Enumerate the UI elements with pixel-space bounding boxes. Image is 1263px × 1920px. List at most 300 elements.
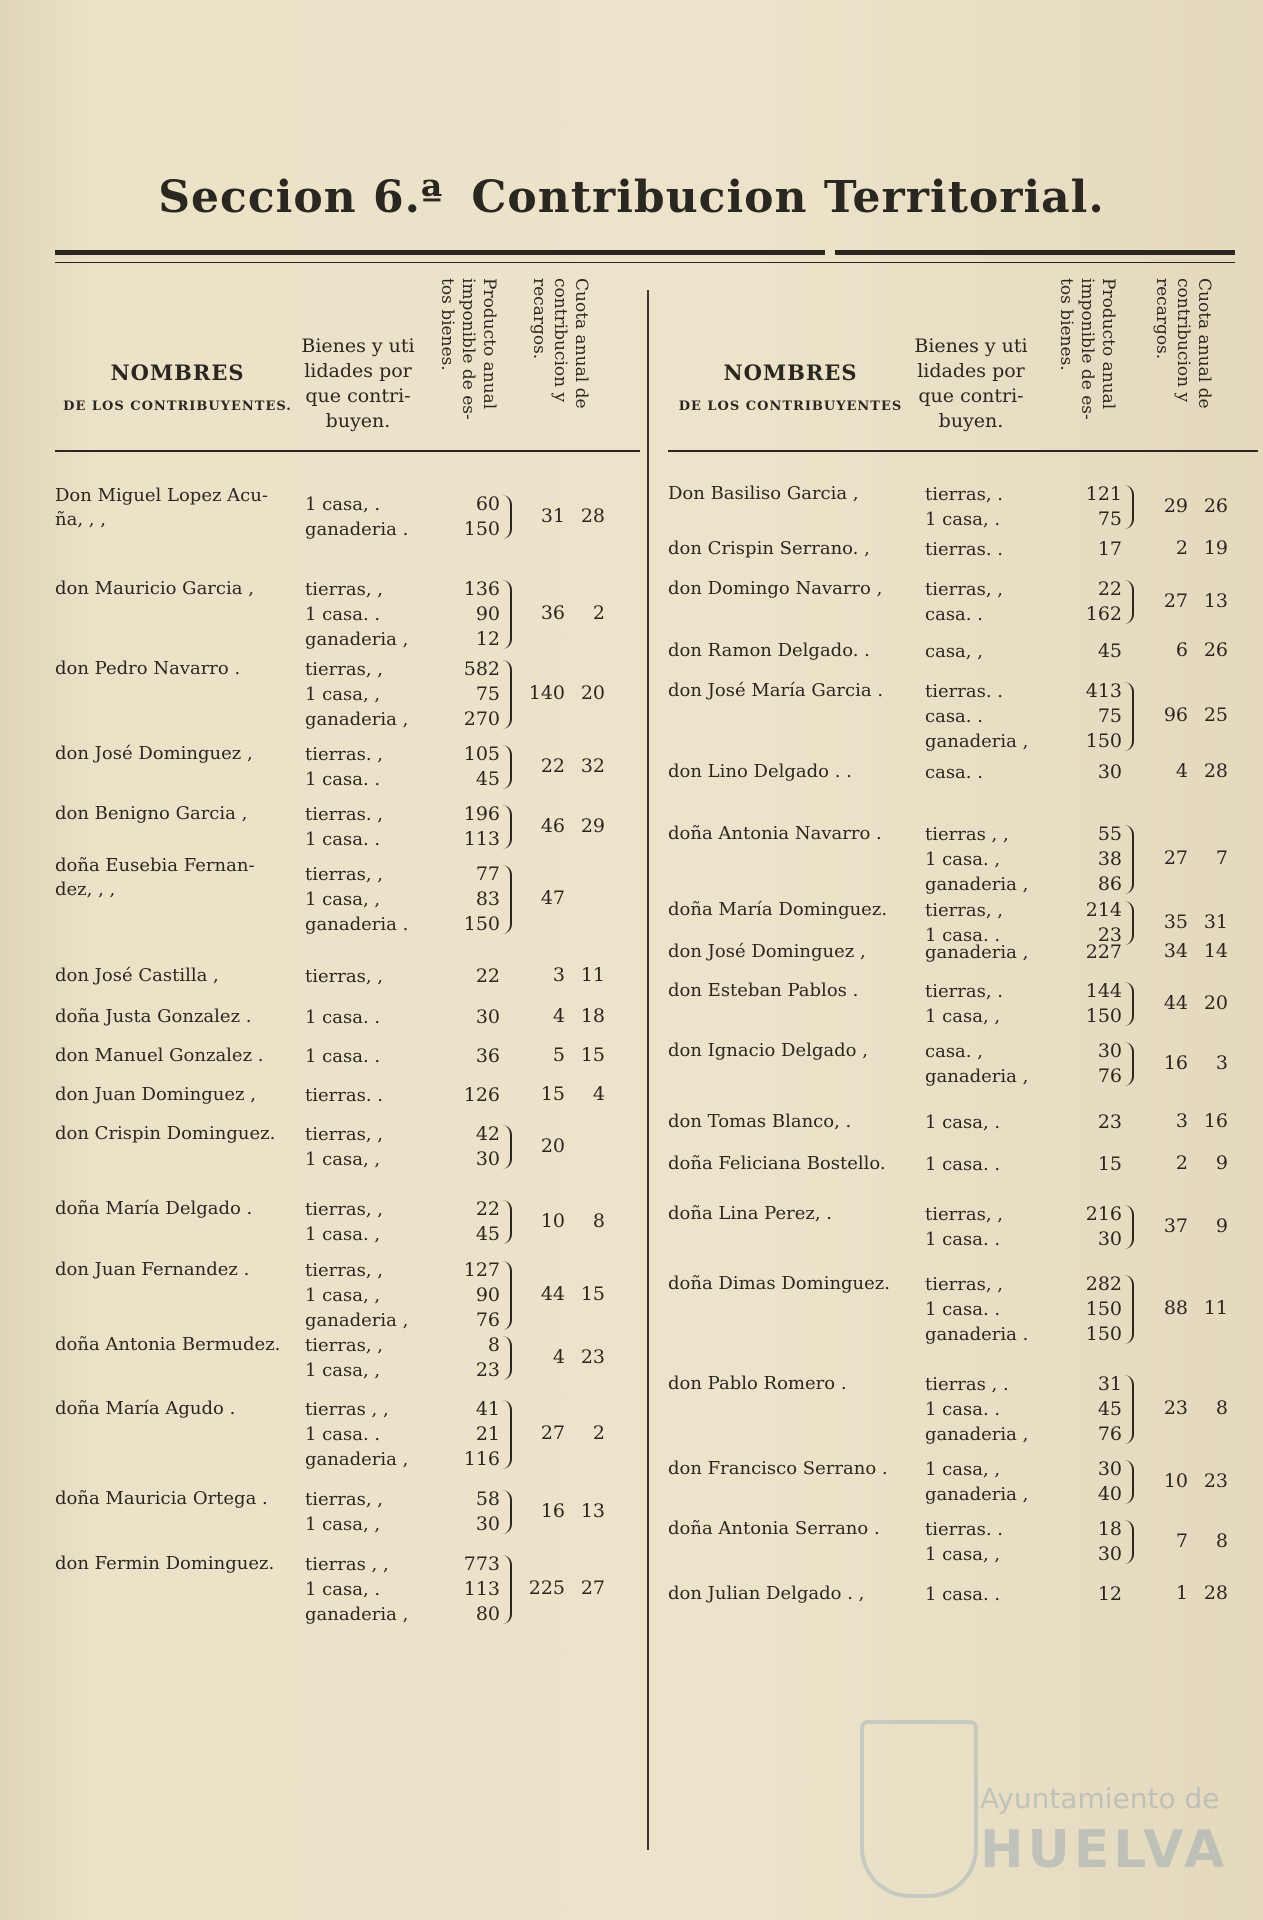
contributor-name: Don Miguel Lopez Acu- ña, , , — [55, 485, 268, 530]
cuota-fraction: 23 — [1203, 1469, 1228, 1492]
section-label: Seccion 6.ª — [158, 172, 444, 223]
product-value: 126 — [463, 1084, 500, 1106]
contributor-name: don José Dominguez , — [55, 743, 253, 764]
brace-mark — [502, 1200, 512, 1244]
watermark — [860, 1720, 1229, 1910]
product-value: 45 — [1097, 640, 1122, 662]
goods-item: 1 casa, . — [305, 1579, 381, 1600]
goods-item: ganaderia , — [925, 874, 1029, 895]
goods-item: tierras, , — [305, 579, 383, 600]
goods-list — [925, 679, 1055, 754]
cuota-fraction: 9 — [1215, 1214, 1228, 1237]
brace-mark — [1124, 1205, 1134, 1249]
product-value: 150 — [463, 913, 500, 935]
product-value: 77 — [475, 863, 500, 885]
product-values — [1060, 940, 1122, 965]
product-value: 196 — [463, 803, 500, 825]
product-values — [1060, 1457, 1122, 1507]
product-value: 227 — [1085, 941, 1122, 963]
product-value: 23 — [1097, 924, 1122, 946]
contributor-name: don Juan Dominguez , — [55, 1084, 256, 1105]
goods-item: 1 casa. , — [925, 849, 1001, 870]
cuota-value — [513, 602, 633, 624]
product-value: 90 — [475, 1284, 500, 1306]
product-values — [1060, 1039, 1122, 1089]
cuota-fraction: 13 — [1203, 589, 1228, 612]
brace-mark — [502, 745, 512, 789]
goods-list — [925, 940, 1055, 965]
cuota-fraction: 3 — [1215, 1051, 1228, 1074]
cuota-fraction: 8 — [1215, 1529, 1228, 1552]
goods-item: tierras, , — [305, 1199, 383, 1220]
product-values — [1060, 979, 1122, 1029]
goods-item: 1 casa. . — [305, 604, 381, 625]
goods-item: tierras , . — [925, 1374, 1009, 1395]
contributor-name: don Fermin Dominguez. — [55, 1553, 275, 1574]
cuota-fraction: 25 — [1203, 704, 1228, 726]
goods-item: 1 casa. . — [925, 1154, 1001, 1175]
product-values — [435, 1197, 500, 1247]
brace-mark — [1124, 682, 1134, 751]
contributor-name: don Lino Delgado . . — [668, 761, 852, 782]
goods-item: 1 casa. . — [305, 829, 381, 850]
product-value: 40 — [1097, 1483, 1122, 1505]
goods-list — [305, 577, 435, 652]
cuota-value — [1136, 847, 1256, 869]
product-values — [1060, 1272, 1122, 1347]
goods-list — [925, 822, 1055, 897]
section-title — [0, 172, 1263, 223]
product-value: 30 — [1097, 1458, 1122, 1480]
product-values — [1060, 639, 1122, 664]
brace-mark — [1124, 485, 1134, 529]
cuota-fraction: 26 — [1203, 494, 1228, 517]
goods-item: tierras. . — [925, 539, 1003, 560]
watermark-line1: Ayuntamiento de — [980, 1782, 1220, 1815]
brace-mark — [502, 865, 512, 934]
top-rule-thin — [55, 262, 1235, 263]
left-table-header — [55, 270, 640, 452]
cuota-fraction: 14 — [1203, 940, 1228, 962]
product-value: 31 — [1097, 1373, 1122, 1395]
goods-list — [925, 577, 1055, 627]
product-values — [1060, 482, 1122, 532]
contributor-name: doña María Agudo . — [55, 1398, 236, 1419]
cuota-value — [513, 682, 633, 704]
contributor-name: don Ignacio Delgado , — [668, 1040, 868, 1061]
cuota-value — [1136, 1397, 1256, 1419]
contributor-name: don Ramon Delgado. . — [668, 640, 870, 661]
cuota-fraction: 19 — [1203, 537, 1228, 559]
product-value: 42 — [475, 1123, 500, 1145]
cuota-amount: 36 — [540, 602, 565, 624]
cuota-fraction: 32 — [580, 754, 605, 777]
cuota-fraction: 4 — [592, 1083, 605, 1105]
cuota-amount: 3 — [1175, 1110, 1188, 1132]
brace-mark — [502, 495, 512, 539]
cuota-amount: 20 — [540, 1134, 565, 1157]
cuota-value — [513, 1044, 633, 1066]
product-values — [1060, 822, 1122, 897]
product-values — [435, 1258, 500, 1333]
product-value: 270 — [463, 708, 500, 730]
product-value: 58 — [475, 1488, 500, 1510]
cuota-amount: 16 — [1163, 1051, 1188, 1074]
product-value: 22 — [475, 965, 500, 987]
top-rule-right — [835, 250, 1235, 255]
contributor-name: don Domingo Navarro , — [668, 578, 883, 599]
goods-item: 1 casa, , — [305, 1514, 381, 1535]
product-value: 12 — [475, 628, 500, 650]
product-values — [1060, 1152, 1122, 1177]
brace-mark — [1124, 1042, 1134, 1086]
goods-item: 1 casa, , — [925, 1006, 1001, 1027]
contributor-name: don Tomas Blanco, . — [668, 1111, 852, 1132]
goods-item: 1 casa. . — [925, 1584, 1001, 1605]
cuota-fraction: 16 — [1203, 1110, 1228, 1132]
goods-list — [305, 1122, 435, 1172]
product-value: 30 — [475, 1513, 500, 1535]
goods-item: 1 casa. . — [925, 925, 1001, 946]
goods-list — [925, 1582, 1055, 1607]
goods-item: casa. . — [925, 706, 983, 727]
brace-mark — [1124, 825, 1134, 894]
header-names-title: NOMBRES — [723, 360, 858, 385]
cuota-amount: 1 — [1175, 1582, 1188, 1604]
product-values — [1060, 1202, 1122, 1252]
goods-item: tierras, , — [925, 900, 1003, 921]
goods-item: ganaderia , — [925, 1484, 1029, 1505]
cuota-fraction: 20 — [1203, 991, 1228, 1014]
goods-item: 1 casa, , — [305, 1285, 381, 1306]
goods-item: tierras, . — [925, 484, 1003, 505]
cuota-amount: 15 — [540, 1083, 565, 1105]
brace-mark — [502, 580, 512, 649]
goods-item: 1 casa, . — [305, 494, 381, 515]
goods-list — [925, 760, 1055, 785]
product-values — [435, 1083, 500, 1108]
top-rule-left — [55, 250, 825, 255]
product-value: 773 — [463, 1553, 500, 1575]
product-value: 127 — [463, 1259, 500, 1281]
product-value: 45 — [1097, 1398, 1122, 1420]
cuota-fraction: 20 — [580, 682, 605, 704]
product-value: 75 — [1097, 705, 1122, 727]
contributor-name: don Esteban Pablos . — [668, 980, 859, 1001]
goods-list — [305, 657, 435, 732]
product-value: 12 — [1097, 1583, 1122, 1605]
product-value: 45 — [475, 768, 500, 790]
goods-item: 1 casa. . — [305, 1007, 381, 1028]
product-value: 216 — [1085, 1203, 1122, 1225]
goods-item: tierras. . — [925, 1519, 1003, 1540]
product-values — [435, 1044, 500, 1069]
goods-item: casa. . — [925, 762, 983, 783]
header-names — [55, 360, 300, 414]
contributor-name: don José Dominguez , — [668, 941, 866, 962]
product-value: 150 — [1085, 730, 1122, 752]
brace-mark — [502, 805, 512, 849]
header-producto: Producto anual imponible de es- tos bienes. — [437, 278, 499, 420]
goods-item: ganaderia , — [305, 709, 409, 730]
product-values — [435, 1552, 500, 1627]
goods-list — [305, 1044, 435, 1069]
product-value: 150 — [1085, 1323, 1122, 1345]
goods-item: tierras, , — [305, 659, 383, 680]
goods-item: tierras. . — [925, 681, 1003, 702]
product-value: 21 — [475, 1423, 500, 1445]
cuota-value — [513, 815, 633, 837]
left-table — [55, 270, 640, 1625]
product-values — [1060, 1110, 1122, 1135]
goods-item: 1 casa. . — [305, 769, 381, 790]
product-values — [1060, 537, 1122, 562]
header-names — [668, 360, 913, 414]
contributor-name: doña Antonia Serrano . — [668, 1518, 880, 1539]
cuota-fraction: 31 — [1203, 910, 1228, 933]
product-values — [1060, 1517, 1122, 1567]
product-value: 22 — [1097, 578, 1122, 600]
cuota-amount: 2 — [1175, 537, 1188, 559]
goods-item: 1 casa, . — [925, 1112, 1001, 1133]
brace-mark — [502, 1261, 512, 1330]
product-value: 90 — [475, 603, 500, 625]
contributor-name: don Pedro Navarro . — [55, 658, 241, 679]
cuota-fraction: 7 — [1215, 847, 1228, 869]
cuota-value — [1136, 1297, 1256, 1319]
goods-item: tierras, , — [305, 966, 383, 987]
right-table-header — [668, 270, 1258, 452]
contributor-name: doña Lina Perez, . — [668, 1203, 833, 1224]
goods-list — [925, 1517, 1055, 1567]
cuota-fraction: 11 — [580, 964, 605, 986]
header-cuota: Cuota anual de contribucion y recargos. — [529, 278, 591, 409]
product-value: 150 — [1085, 1005, 1122, 1027]
product-value: 30 — [1097, 1228, 1122, 1250]
brace-mark — [1124, 1520, 1134, 1564]
goods-item: 1 casa. . — [925, 1229, 1001, 1250]
contributor-name: don Juan Fernandez . — [55, 1259, 250, 1280]
product-value: 86 — [1097, 873, 1122, 895]
cuota-amount: 225 — [528, 1577, 565, 1599]
goods-list — [925, 1110, 1055, 1135]
cuota-value — [1136, 704, 1256, 726]
cuota-fraction: 9 — [1215, 1152, 1228, 1174]
cuota-value — [1136, 590, 1256, 612]
goods-list — [305, 1083, 435, 1108]
cuota-amount: 23 — [1163, 1397, 1188, 1419]
product-value: 282 — [1085, 1273, 1122, 1295]
contributor-name: don Crispin Dominguez. — [55, 1123, 276, 1144]
cuota-fraction: 18 — [580, 1005, 605, 1027]
column-divider — [647, 290, 649, 1850]
cuota-value — [513, 1577, 633, 1599]
cuota-value — [513, 1283, 633, 1305]
goods-list — [925, 1152, 1055, 1177]
product-values — [435, 577, 500, 652]
brace-mark — [1124, 1460, 1134, 1504]
product-value: 80 — [475, 1603, 500, 1625]
goods-list — [305, 1197, 435, 1247]
product-value: 30 — [475, 1148, 500, 1170]
right-table — [668, 270, 1258, 1605]
product-value: 15 — [1097, 1153, 1122, 1175]
brace-mark — [502, 660, 512, 729]
contributor-name: doña María Dominguez. — [668, 899, 888, 920]
goods-item: 1 casa. . — [305, 1046, 381, 1067]
contributor-name: don José Castilla , — [55, 965, 219, 986]
contributor-name: don Julian Delgado . , — [668, 1583, 865, 1604]
product-value: 36 — [475, 1045, 500, 1067]
goods-item: ganaderia , — [925, 942, 1029, 963]
cuota-value — [1136, 1110, 1256, 1132]
product-value: 17 — [1097, 538, 1122, 560]
product-value: 162 — [1085, 603, 1122, 625]
brace-mark — [502, 1125, 512, 1169]
cuota-amount: 2 — [1175, 1152, 1188, 1174]
contributor-name: doña Feliciana Bostello. — [668, 1153, 886, 1174]
brace-mark — [502, 1400, 512, 1469]
cuota-fraction: 27 — [580, 1577, 605, 1599]
goods-list — [305, 1258, 435, 1333]
cuota-amount: 47 — [540, 887, 565, 909]
cuota-fraction: 15 — [580, 1283, 605, 1305]
goods-list — [305, 1397, 435, 1472]
cuota-value — [513, 1500, 633, 1522]
goods-item: tierras. , — [305, 744, 383, 765]
cuota-value — [1136, 537, 1256, 559]
goods-item: casa. , — [925, 1041, 983, 1062]
goods-list — [305, 862, 435, 937]
cuota-amount: 37 — [1163, 1214, 1188, 1237]
goods-list — [305, 802, 435, 852]
product-value: 105 — [463, 743, 500, 765]
cuota-value — [1136, 992, 1256, 1014]
goods-item: 1 casa, , — [925, 1544, 1001, 1565]
contributor-name: don Pablo Romero . — [668, 1373, 847, 1394]
goods-item: ganaderia , — [305, 1310, 409, 1331]
goods-item: 1 casa, , — [305, 1149, 381, 1170]
contributor-name: doña Dimas Dominguez. — [668, 1273, 891, 1294]
product-values — [435, 657, 500, 732]
goods-item: tierras , , — [925, 824, 1009, 845]
goods-item: tierras, , — [305, 1260, 383, 1281]
product-values — [435, 1005, 500, 1030]
section-heading: Contribucion Territorial. — [471, 172, 1105, 223]
cuota-amount: 140 — [528, 682, 565, 704]
cuota-value — [1136, 1530, 1256, 1552]
goods-item: 1 casa, . — [925, 509, 1001, 530]
goods-item: tierras, . — [925, 981, 1003, 1002]
cuota-fraction: 26 — [1203, 639, 1228, 661]
cuota-value — [1136, 1152, 1256, 1174]
product-value: 150 — [1085, 1298, 1122, 1320]
goods-list — [305, 964, 435, 989]
goods-list — [925, 1457, 1055, 1507]
goods-item: tierras. , — [305, 804, 383, 825]
product-values — [435, 1333, 500, 1383]
product-value: 8 — [487, 1334, 500, 1356]
goods-item: ganaderia , — [925, 1066, 1029, 1087]
goods-list — [305, 1005, 435, 1030]
cuota-value — [513, 1422, 633, 1444]
cuota-fraction: 11 — [1203, 1297, 1228, 1319]
cuota-fraction: 23 — [580, 1345, 605, 1368]
cuota-amount: 88 — [1163, 1297, 1188, 1319]
product-values — [435, 802, 500, 852]
goods-item: tierras, , — [925, 1274, 1003, 1295]
header-names-title: NOMBRES — [110, 360, 245, 385]
goods-list — [925, 639, 1055, 664]
product-value: 121 — [1085, 483, 1122, 505]
cuota-amount: 34 — [1163, 940, 1188, 962]
product-values — [435, 862, 500, 937]
product-values — [1060, 679, 1122, 754]
cuota-value — [513, 755, 633, 777]
cuota-amount: 31 — [540, 504, 565, 527]
cuota-amount: 46 — [540, 814, 565, 837]
contributor-name: don Manuel Gonzalez . — [55, 1045, 264, 1066]
product-values — [435, 1122, 500, 1172]
goods-item: ganaderia . — [305, 914, 409, 935]
cuota-fraction: 15 — [580, 1044, 605, 1066]
product-value: 30 — [1097, 761, 1122, 783]
goods-item: casa. . — [925, 604, 983, 625]
goods-item: ganaderia , — [305, 1449, 409, 1470]
cuota-value — [1136, 639, 1256, 661]
contributor-name: doña Justa Gonzalez . — [55, 1006, 252, 1027]
cuota-amount: 27 — [1163, 847, 1188, 869]
product-value: 75 — [475, 683, 500, 705]
product-value: 76 — [1097, 1423, 1122, 1445]
product-value: 41 — [475, 1398, 500, 1420]
cuota-amount: 6 — [1175, 639, 1188, 661]
product-value: 144 — [1085, 980, 1122, 1002]
cuota-value — [513, 1346, 633, 1368]
product-values — [1060, 760, 1122, 785]
product-value: 113 — [463, 1578, 500, 1600]
cuota-amount: 44 — [1163, 991, 1188, 1014]
cuota-value — [513, 887, 633, 909]
product-values — [1060, 1582, 1122, 1607]
product-value: 22 — [475, 1198, 500, 1220]
cuota-fraction: 28 — [1203, 760, 1228, 782]
product-value: 150 — [463, 518, 500, 540]
product-value: 55 — [1097, 823, 1122, 845]
product-value: 60 — [475, 493, 500, 515]
goods-item: ganaderia , — [925, 1424, 1029, 1445]
goods-list — [925, 979, 1055, 1029]
goods-item: ganaderia , — [305, 1604, 409, 1625]
product-value: 214 — [1085, 899, 1122, 921]
product-value: 136 — [463, 578, 500, 600]
cuota-fraction: 28 — [580, 504, 605, 527]
product-value: 23 — [1097, 1111, 1122, 1133]
contributor-name: doña Mauricia Ortega . — [55, 1488, 268, 1509]
product-value: 30 — [1097, 1543, 1122, 1565]
watermark-line2: HUELVA — [980, 1820, 1229, 1880]
product-value: 413 — [1085, 680, 1122, 702]
contributor-name: don Francisco Serrano . — [668, 1458, 888, 1479]
cuota-amount: 27 — [540, 1422, 565, 1444]
brace-mark — [1124, 901, 1134, 945]
goods-item: tierras , , — [305, 1399, 389, 1420]
cuota-value — [513, 1135, 633, 1157]
goods-item: tierras, , — [305, 864, 383, 885]
goods-item: 1 casa, , — [305, 684, 381, 705]
brace-mark — [1124, 982, 1134, 1026]
goods-item: tierras. . — [305, 1085, 383, 1106]
